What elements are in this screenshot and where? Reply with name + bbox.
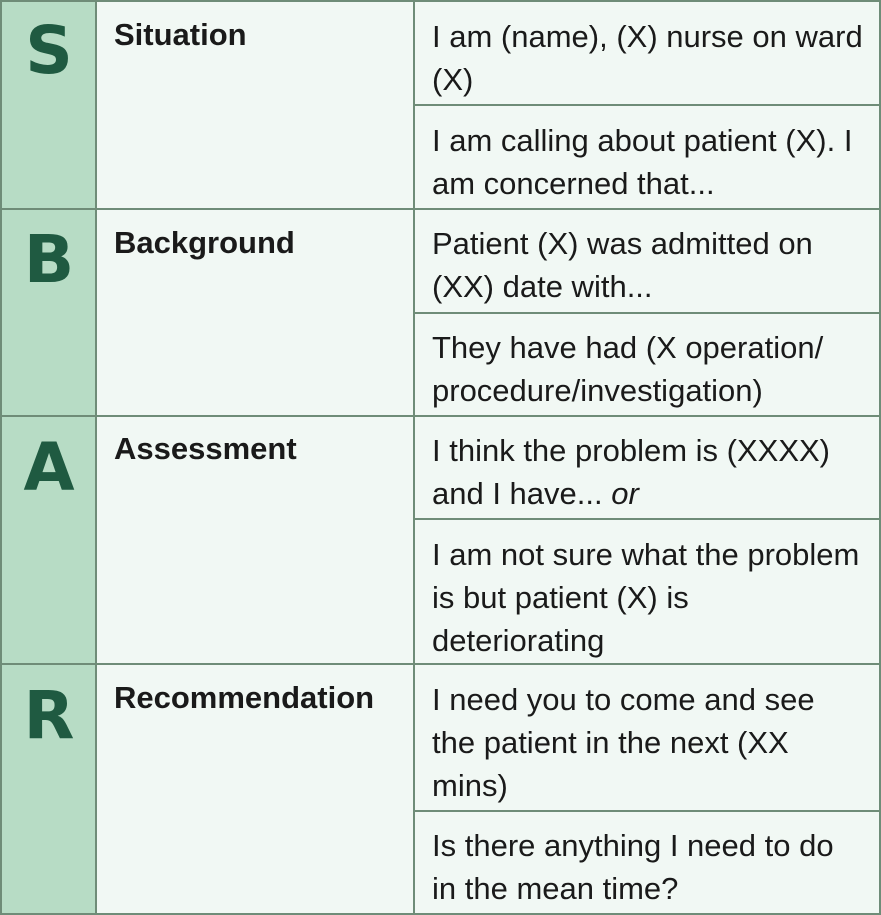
sub-row-divider xyxy=(414,104,879,106)
letter-b: B xyxy=(23,221,75,298)
sub-row-divider xyxy=(414,810,879,812)
background-item-1: Patient (X) was admitted on (XX) date with... xyxy=(432,226,813,304)
situation-item-2: I am calling about patient (X). I am concerned that... xyxy=(432,123,853,201)
label-situation: Situation xyxy=(114,17,247,52)
assessment-item-1 xyxy=(432,429,863,515)
sub-row-divider xyxy=(414,312,879,314)
recommendation-item-2: Is there anything I need to do in the mean time? xyxy=(432,828,834,906)
background-item-2: They have had (X operation/ procedure/investigation) xyxy=(432,330,824,408)
situation-item-1: I am (name), (X) nurse on ward (X) xyxy=(432,19,863,97)
assessment-item-2: I am not sure what the problem is but patient (X) is deteriorating xyxy=(432,537,860,658)
assessment-item-1-text: I think the problem is (XXXX) and I have... xyxy=(432,433,830,511)
row-divider xyxy=(2,415,879,417)
label-recommendation: Recommendation xyxy=(114,680,375,715)
letter-s: S xyxy=(25,12,73,89)
row-divider xyxy=(2,208,879,210)
row-divider xyxy=(2,663,879,665)
assessment-item-1-or: or xyxy=(611,476,639,511)
column-divider xyxy=(413,2,415,913)
sub-row-divider xyxy=(414,518,879,520)
letter-r: R xyxy=(23,677,75,754)
label-background: Background xyxy=(114,225,295,260)
recommendation-item-1: I need you to come and see the patient in the next (XX mins) xyxy=(432,682,815,803)
letter-a: A xyxy=(23,429,75,506)
label-assessment: Assessment xyxy=(114,431,297,466)
